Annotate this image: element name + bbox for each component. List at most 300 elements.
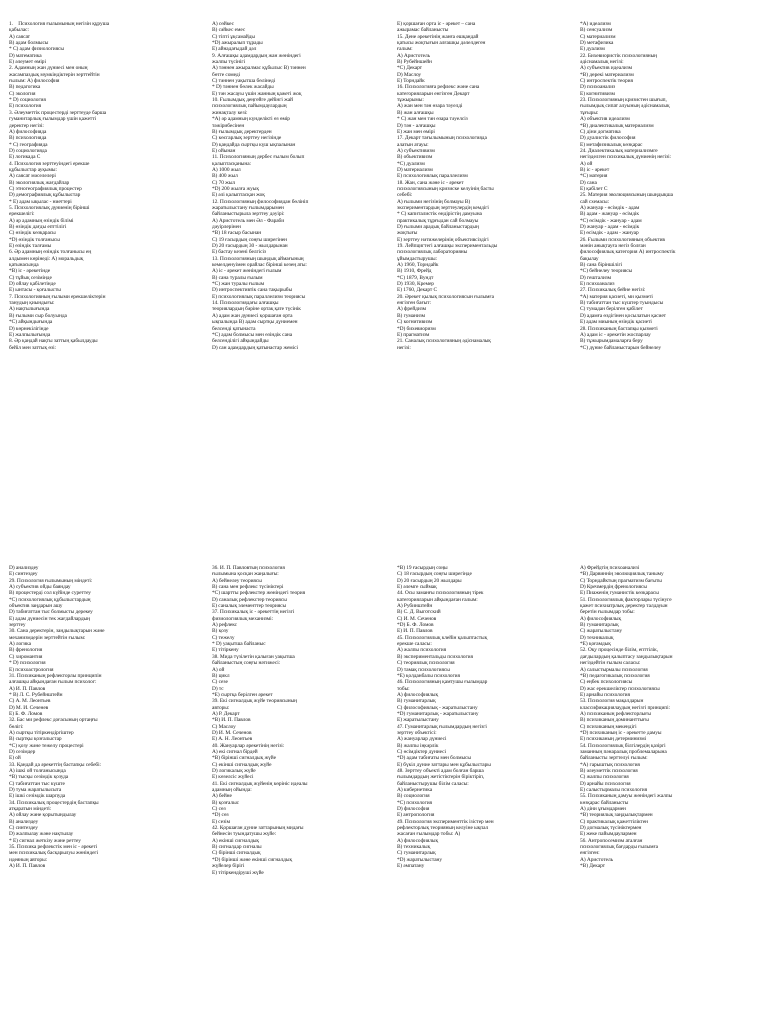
text-line: E) өзіндік талғамы <box>9 243 52 250</box>
text-line: *C) жан туралы ғылым <box>212 281 265 288</box>
text-line: 23. Психологияның кризистен шығып, <box>580 97 667 104</box>
text-line: A) Аристотель <box>397 52 431 59</box>
text-line: *D) адам табиғаты мен болмысы <box>397 755 471 762</box>
text-line: B) өзіндік дағды епттілігі <box>9 224 67 230</box>
text-line: E) өсімдік - адам - жануар <box>580 230 639 237</box>
text-line: C) тіпті ұқсамайды <box>212 33 255 40</box>
text-line: 2. Адамның жан дүниесі мен оның <box>9 65 88 72</box>
text-line: D) Маслоу <box>397 71 422 78</box>
text-line: C) психиканың мекендігі <box>580 723 637 730</box>
text-line: E) ой <box>9 755 21 762</box>
text-line: ғылым: A) философия <box>9 78 60 85</box>
text-line: *D) өзіндік толғанысы <box>9 236 60 243</box>
text-line: 12. Психологияның философиядан бөлініп <box>212 198 309 205</box>
text-line: E) сезім <box>212 818 230 825</box>
text-line: C) діни догматика <box>580 128 621 135</box>
text-line: *E) қолданбалы психология <box>397 672 460 679</box>
text-line: *C) 1879, Вундт <box>397 274 434 281</box>
text-line: C) көсгарлық зерттеу негізінде <box>212 135 282 142</box>
text-line: A) екі сигнал бірдей <box>212 748 258 755</box>
text-line: *B) 18 ғасыр басынан <box>212 230 262 237</box>
text-line: B) социология <box>397 793 430 800</box>
text-line: B) 1910, Фрейд <box>397 268 432 275</box>
text-line: A) кибернетика <box>397 787 433 794</box>
text-line: *C) дүние байланыстарын бейнелеу <box>580 344 662 351</box>
text-line: *B) іс - әрекетінде <box>9 268 51 275</box>
text-line: C) философиялық - жаратылыстану <box>397 704 478 711</box>
text-line: *C) материя <box>580 173 608 180</box>
text-line: рефлекторлық теорияның келуіне ықпал <box>397 825 489 832</box>
text-line: B) экологиялық жағдайлар <box>9 179 70 186</box>
text-line: B) табиғаттан тыс күштер туындысы <box>580 300 664 307</box>
text-line: *C) шартты рефлекстер жөніндегі теория <box>212 590 306 597</box>
text-line: C) хиромантия <box>9 653 43 660</box>
text-line: * B) Л. С. Рубейнштейн <box>9 691 63 698</box>
text-line: 53. Психология мақалдарын <box>580 698 644 705</box>
text-line: A) діни ұғымдармен <box>580 806 626 813</box>
text-line: C) бірінші сигналдық <box>212 850 261 857</box>
text-line: D) қандайда сыртқы күш ықпалынан <box>212 141 296 148</box>
text-line: B) жан алғашқы <box>397 109 434 116</box>
text-line: *D) бихевиоризм <box>397 325 436 332</box>
text-line: 28. Психиканың бастапқы қызметі <box>580 325 658 332</box>
text-line: беретін ғылымдар тобы: <box>580 609 635 616</box>
column-bottom-right <box>580 565 758 870</box>
text-line: A) ой <box>212 666 225 673</box>
text-line: бөтге сомеді <box>212 71 241 78</box>
text-line: құбылыстар ауқымы: <box>9 166 57 173</box>
text-line: A) адам іс - әрекетін жоспарлау <box>580 331 651 338</box>
text-line: теориялардың бәріне ортақ қате түсінік <box>212 306 301 313</box>
text-line: C) табиғаттан тыс күште <box>9 780 65 787</box>
text-line: A) И. П. Павлов <box>9 863 46 870</box>
text-line: B) 400 жыл <box>212 173 238 180</box>
text-line: E) антропология <box>397 812 435 819</box>
text-line: B) қозғалыс <box>212 799 239 806</box>
text-line: психологиялық лабораторияны <box>397 249 468 256</box>
text-line: * C) жан мен тән өзара тәуелсіз <box>397 116 468 123</box>
text-line: A) Аристотель мен Әл - Фараби <box>212 217 285 224</box>
text-line: *B) Дарвиннің эволюциялық таныму <box>580 571 664 578</box>
text-line: C) теориялық психология <box>397 660 455 667</box>
text-line: C) сезе <box>212 679 228 686</box>
text-line: 39. Екі сигналдық жүйе теориясының <box>212 698 297 705</box>
text-line: авторы: <box>212 704 230 711</box>
text-line: D) 1930, Кремер <box>397 281 434 288</box>
text-line: тұжырымы: <box>397 97 424 104</box>
text-line: қатысы жоқтығын алғашқы дәлелдеген <box>397 40 486 47</box>
text-line: E) адам дүниесін тек жағдайлардың <box>9 615 90 622</box>
text-line: E) Б. Ф. Ломов <box>9 710 43 717</box>
text-line: 47. Гуманитарлық ғылымдардың негізгі <box>397 723 487 730</box>
text-line: белсенділігі айқындайды <box>212 338 269 345</box>
text-line: психологиялық бағдарды ғылымға <box>580 844 658 851</box>
text-line: 41. Екі сигналдық жүйенің көрініс идеалы <box>212 780 308 787</box>
text-line: тұғыры: <box>580 109 599 116</box>
text-line: 3. Әлеуметтік процестерді зерттеуде барша <box>9 109 107 116</box>
text-line: C) тәннен уақытша бөлінеді <box>212 78 276 85</box>
text-line: A) Рубинштейн <box>397 603 433 610</box>
text-line: 49. Психология эксперименттік ізістер мен <box>397 818 494 825</box>
text-line: A) ғылыми негізінің болмауы B) <box>397 198 471 205</box>
text-line: тобы: <box>397 685 410 692</box>
text-line: B) сана мен рефлекс түсініктері <box>212 584 284 591</box>
text-line: C) экология <box>9 90 36 97</box>
text-line: E) айнадағыдай дәл <box>212 46 257 53</box>
text-line: 5. Психологиялық дүниенің бірінші <box>9 204 90 211</box>
text-line: 10. Ғылымдық деңгейге дейінгі жай <box>212 97 294 104</box>
text-line: 17. Декарт тағылымының психологияда <box>397 135 487 142</box>
text-line: 25. Материя эволюциясының шыңдықша <box>580 192 673 199</box>
text-line: B) әлеуметтік психология <box>580 768 638 774</box>
text-line: алғашқы айқындаған ғылым психолог: <box>9 679 97 686</box>
text-line: 31. Психиканың рефлекторлы принципін <box>9 672 102 679</box>
text-line: C) этногеографиялық процестер <box>9 185 82 192</box>
text-line: зерттеу <box>9 622 26 629</box>
text-line: D) анализдеу <box>9 565 39 571</box>
text-line: *C) қозу және тежелу процестері <box>9 742 84 749</box>
text-line: қалыптасқанына: <box>212 160 252 167</box>
text-line: кемелденуімен орайлас бірінші кезең аты: <box>212 262 307 269</box>
text-line: D) материализм <box>397 166 433 173</box>
text-line: сай схемасы: <box>580 198 610 205</box>
column-bottom-left <box>9 565 187 870</box>
text-line: C) гуманитарлық <box>397 850 436 857</box>
text-line: *B) бірінші сигналдық жүйе <box>212 755 276 762</box>
text-line: 24. Диалектикалық материализмге <box>580 147 658 154</box>
text-line: психологиялық пайымдаулардың <box>212 103 287 110</box>
text-line: A) философиялық <box>397 837 439 844</box>
text-line: бейіл мен заттық өзі: <box>9 344 56 351</box>
text-line: енгізген бағыт: <box>397 300 431 307</box>
text-line: A) салыстырмалы психология <box>580 666 648 673</box>
column-top-left <box>9 21 187 351</box>
text-line: E) психоастрология <box>9 666 54 673</box>
text-line: 7. Психологияның ғылыми ерекшеліктерін <box>9 293 106 300</box>
text-line: 34. Психикалық процестердің бастапқы <box>9 799 99 806</box>
text-line: B) адам болмысы <box>9 40 49 47</box>
text-line: 14. Психологиядағы алғашқы <box>212 300 279 307</box>
text-line: *C) өсімдік - жануар - адам <box>580 217 642 224</box>
text-line: *B) тысқы сезімдік қозуда <box>9 774 69 781</box>
text-line: C) практикалық қажеттіліктен <box>580 818 648 825</box>
text-line: E) тітіркендіруші жүйе <box>212 869 264 876</box>
text-line: C) жаратылыстану <box>580 628 623 635</box>
text-line: B) гуманизм <box>397 312 426 319</box>
text-line: D) интроспективтік сана тақырыбы <box>212 287 293 294</box>
text-line: C) И. М. Сеченов <box>397 615 437 622</box>
text-line: 38. Мида түзілетін қалыған уақытша <box>212 653 295 660</box>
text-line: B) психиканың доминанттығы <box>580 717 649 724</box>
text-line: *B) дөрекі материализм <box>580 71 634 78</box>
text-line: B) гуманитарлық <box>580 622 619 629</box>
text-line: B) психологияда <box>9 135 47 142</box>
text-line: 51. Психологиялық факторлары түсінуге <box>580 596 672 603</box>
text-line: * D) социология <box>9 97 46 104</box>
text-line: жинақталу кезі: <box>212 109 248 116</box>
text-line: A) фрейдизм <box>397 306 427 313</box>
text-line: E) психология <box>9 103 42 110</box>
text-line: алатын атауы: <box>397 141 429 148</box>
text-line: 6. Әр адамның өзіндік толғанысы ең <box>9 249 92 256</box>
text-line: B) жалпы іңкәрлік <box>397 742 439 749</box>
text-line: 8. Әр қандай нақты заттың қабылдауды <box>9 338 98 345</box>
text-line: * D) уақытша байланыс <box>212 641 266 648</box>
text-line: D) демографиялық құбылыстар <box>9 192 81 199</box>
text-line: * D) психология <box>9 660 46 667</box>
text-line: A) психиканың рефлекторлығы <box>580 710 651 717</box>
text-line: C) синтездеу <box>9 825 38 832</box>
text-line: D) математика <box>9 52 42 59</box>
text-line: дағдылардың қалыптасу заңдылықтарын <box>580 653 673 660</box>
text-line: D) 20 ғасырдың 30 - жылдарынан <box>212 243 288 250</box>
text-line: A) ой <box>580 160 593 167</box>
text-line: *B) диалектикалық материализм <box>580 122 654 129</box>
text-line: D) метафизика <box>580 40 614 47</box>
column-top-middle-right <box>397 21 575 351</box>
text-line: *C) Декарт <box>397 65 422 72</box>
text-line: қажет психиатрлық деректер талдауын <box>580 603 668 610</box>
text-line: *C) психология <box>397 799 432 806</box>
text-line: *A) идеализм <box>580 21 611 27</box>
text-line: категорияларын айқындаған ғалым: <box>397 596 478 603</box>
text-line: 13. Психологияның шындық аймағының <box>212 255 304 262</box>
text-line: бейнесін туындатушы жүйе: <box>212 831 277 838</box>
text-line: атқаратын міндеті: <box>9 806 52 813</box>
text-line: D) И. М. Сеченов <box>212 729 252 736</box>
text-line: A) бейне <box>212 793 232 800</box>
text-line: C) жалпы психология <box>580 774 629 781</box>
text-line: * E) адам ықылас - ниеттері <box>9 198 72 205</box>
text-line: A) 1000 жыл <box>212 166 241 173</box>
text-line: B) процестерді сол күйінде суреттеу <box>9 590 91 597</box>
text-line: ғылымдардың жетістіктерін біріктіріп, <box>397 774 485 781</box>
text-line: C) өзіндік көзқарасы <box>9 230 56 237</box>
text-line: * D) тәннен бөлек жасайды <box>212 84 274 91</box>
text-line: * C) географияда <box>9 141 48 148</box>
text-line: тәжірибесінен <box>212 122 245 129</box>
text-line: E) психологиялық параллелизм <box>397 173 468 180</box>
text-line: зерттеу объектісі: <box>397 729 437 736</box>
text-line: E) әмпатану <box>397 863 425 870</box>
text-line: B) гуманитарлық <box>397 698 436 705</box>
text-line: D) Кречмердің френологиясы <box>580 584 647 591</box>
text-line: *E) қоғамдық <box>580 641 611 648</box>
text-line: C) Маслоу <box>212 723 236 730</box>
text-line: ерекше саласы: <box>397 641 432 648</box>
text-line: * E) сигнал жеткізу және реттеу <box>9 837 81 844</box>
text-line: жасампаздық мүмкіндіктерін зерттейтін <box>9 71 100 78</box>
text-line: A) сөйкес <box>212 21 234 27</box>
text-line: E) салыстырмалы психология <box>580 787 648 794</box>
text-line: * C) адам физиологиясы <box>9 46 64 53</box>
text-line: B) Рубейншейн <box>397 59 432 66</box>
text-line: C) сөз <box>212 806 226 813</box>
text-line: 35. Психика рефлекстік мен іс - әрекеті <box>9 844 98 851</box>
text-line: мәнін анықтауға негіз болған <box>580 243 646 250</box>
text-line: A) әр адамның өзіндік білімі <box>9 217 74 224</box>
text-line: D) догмалық түсініктермен <box>580 825 642 832</box>
text-line: 16. Психологияға рефлекс және сана <box>397 84 480 91</box>
text-line: B) тұжырымдамаларға беру <box>580 338 643 345</box>
column-bottom-middle-right <box>397 565 575 870</box>
text-line: E) жалпылығында <box>9 331 51 338</box>
text-line: B) сенсуализм <box>580 27 613 34</box>
text-line: A) іс - әрекет жөніндегі ғылым <box>212 268 282 275</box>
text-line: 33. Қандай да әрекеттің бастапқы себебі: <box>9 761 102 768</box>
text-line: A) адам жан дүниесі қоршаған орта <box>212 312 293 319</box>
text-line: *C) айқындығында <box>9 319 53 326</box>
text-line: B) педагогика <box>9 84 41 91</box>
text-line: E) синтездеу <box>9 571 38 578</box>
text-line: 11. Психологияның дербес ғылым болып <box>212 154 305 161</box>
text-line: байланыстырыла зерттеу дәуірі: <box>212 211 285 218</box>
text-line: қатынасында <box>9 262 39 269</box>
text-line: A) субъектив ойды баяндау <box>9 584 71 591</box>
text-line: объектив заңдарын ашу <box>9 603 63 610</box>
text-line: A) ойлау және қорытындылау <box>9 812 77 819</box>
text-line: D) жалпылау және нақтылау <box>9 831 74 838</box>
text-line: E) тітіркену <box>212 647 239 654</box>
text-line: E) жаратылыстану <box>397 717 439 724</box>
text-line: 1. Психология ғылымының негізін құруша <box>9 21 110 27</box>
text-line: заманның пәнаралық проблемаларына <box>580 748 667 755</box>
text-line: белсенді қатынаста <box>212 325 256 332</box>
text-line: B) анализдеу <box>9 818 39 825</box>
text-line: негізделген психикалық дүниенің негізі: <box>580 154 671 161</box>
text-line: B) цикл <box>212 672 230 679</box>
text-line: C) 19 ғасырдың соңғы ширегінен <box>212 236 287 243</box>
text-line: *A) гарыштық психология <box>580 761 640 768</box>
text-line: *C) дуализм <box>397 160 425 167</box>
text-line: C) тежелу <box>212 634 235 641</box>
column-top-right <box>580 21 758 351</box>
text-line: байланыстырушы білім саласы: <box>397 780 469 787</box>
text-line: ғалым: <box>397 46 413 53</box>
text-line: E) прагматизм <box>397 331 430 338</box>
text-line: A) саясат <box>9 33 30 40</box>
text-line: *E) сыртқа берілген әрекет <box>212 691 273 698</box>
text-line: E) метафизикалық көзқарас <box>580 141 643 148</box>
text-line: D) тс <box>212 685 224 692</box>
text-line: D) тума жаратылысыта <box>9 787 62 794</box>
text-line: *D) психиканың іс - әрекетте дамуы <box>580 729 662 736</box>
text-line: ажырамас байланысты <box>397 27 449 34</box>
text-line: B) сана біріншілігі <box>580 262 623 269</box>
text-line: A) Р. Декарт <box>212 710 240 717</box>
text-line: 27. Психикалық бейне негізі: <box>580 287 646 294</box>
text-line: E) қабілет С <box>580 185 608 192</box>
text-line: D) саналық рефлекстер теориясы <box>212 596 287 603</box>
text-line: D) психоанализ <box>580 84 616 91</box>
text-line: B) объективизм <box>397 154 433 161</box>
text-line: *A) әр адамның күнделікті өз өмір <box>212 116 290 123</box>
text-line: 9. Алғашқы адамдардың жан жөніндегі <box>212 52 301 59</box>
text-line: *D) жаратылыстану <box>397 856 443 863</box>
text-line: 36. И. П. Павловтың психология <box>212 565 285 571</box>
text-line: E) Пиаженің гуманистік көзқарасы <box>580 590 659 597</box>
text-line: E) адам миының өзіндік қасиеті <box>580 319 652 326</box>
text-line: D) көрнекілігінде <box>9 325 49 332</box>
text-line: E) әлемге сыймақ <box>397 584 437 591</box>
text-line: жалпы түсінігі <box>212 59 246 66</box>
text-line: D) тән - алғашқы <box>397 122 436 129</box>
text-line: 48. Зерттеу объекті адам болған барша <box>397 768 484 774</box>
text-line: B) сана туралы ғылым <box>212 274 263 281</box>
text-line: C) еңбек психологиясы <box>580 679 633 686</box>
text-line: C) Торндайктың прагматизм бағыты <box>580 577 662 584</box>
text-line: C) А. М. Леонтьев <box>9 698 51 705</box>
text-line: A) рефлекс <box>212 622 238 629</box>
text-line: *C) адам болмысы мен өзіндік сана <box>212 331 293 338</box>
text-line: D) техникалық <box>580 634 614 641</box>
text-line: *A) материя қасиеті, ми қызметі <box>580 293 653 300</box>
text-line: деректер негізі: <box>9 122 44 129</box>
text-line: E) бастау кезені белгісіз <box>212 249 266 256</box>
text-line: ғылымдық сипат алуының әдіснамалық <box>580 103 670 110</box>
text-line: E) дуализм <box>580 46 605 53</box>
text-line: 44. Осы заманғы психологияның тірек <box>397 590 484 597</box>
text-line: C) өсімдіктер дүниесі <box>397 748 446 755</box>
text-line: B) ғылымдық деректерден <box>212 128 272 135</box>
text-line: танудың қиындығы: <box>9 300 55 307</box>
text-line: бөлігі: <box>9 723 24 730</box>
text-line: C) тұйық сезімінде <box>9 274 52 281</box>
text-line: *C) психологиялық құбылыстардың <box>9 596 91 603</box>
text-line: A) логика <box>9 641 31 648</box>
text-line: D) философия <box>397 806 430 813</box>
text-line: A) нақтылығында <box>9 306 50 313</box>
text-line: экспериментардың зерттеулердің кемдігі <box>397 204 489 211</box>
text-line: философиялық категория A) интроспектік <box>580 249 676 256</box>
text-line: B) техникалық <box>397 844 431 851</box>
text-line: A) 1960, Торндайк <box>397 262 439 269</box>
text-line: 21. Саналық психологияның әдіснамалық <box>397 338 491 345</box>
text-line: D) логикалық жүйе <box>212 768 256 774</box>
text-line: B) френология <box>9 647 43 654</box>
text-line: A) жан мен тән өзара тәуелді <box>397 103 463 110</box>
text-line: жүйелер бірігі <box>212 863 245 870</box>
text-line: B) сыртқы қозғалыстар <box>9 736 62 743</box>
text-line: D) социологияда <box>9 147 47 154</box>
text-line: B) сәйкес емес <box>212 27 246 34</box>
text-line: ерекшелігі: <box>9 211 35 218</box>
text-line: A) саясат мәселелері <box>9 173 56 180</box>
text-line: D) гештализм <box>580 274 612 281</box>
text-line: B) ғылыми сыр болуында <box>9 312 67 319</box>
text-line: A) философиялық <box>580 615 622 622</box>
text-line: D) сана <box>580 179 597 186</box>
text-line: C) 70 жыл <box>212 179 236 186</box>
text-line: негіздейтін ғылым саласы: <box>580 660 641 667</box>
text-line: E) А. Н. Леонтьев <box>212 736 253 743</box>
text-line: A) субъектив идеализм <box>580 65 632 72</box>
text-line: 52. Оқу процесінде білім, епттілік, <box>580 647 659 654</box>
text-line: *D) сөз <box>212 812 229 819</box>
text-line: *D) Б. Ф. Ломов <box>397 622 434 629</box>
text-line: D) тамақ психологиясы <box>397 666 450 673</box>
text-line: E) психиканың детерминизмі <box>580 736 647 743</box>
text-line: *B) 19 ғасырдың соңы <box>397 565 448 571</box>
text-line: A) сыртқы тітіркендіргіштер <box>9 729 74 736</box>
text-line: A) бейнелеу теориясы <box>212 577 262 584</box>
text-line: 26. Ғылыми психологияның объектив <box>580 236 665 243</box>
text-line: 55. Психиканың дамуы жөніндегі жалпы <box>580 793 673 800</box>
text-line: көзқарас байланысты <box>580 799 629 806</box>
text-line: E) ойынан <box>212 147 236 154</box>
text-line: D) 20 ғасырдың 20 жылдары <box>397 577 462 584</box>
text-line: E) жан мен өмірі <box>397 128 435 135</box>
